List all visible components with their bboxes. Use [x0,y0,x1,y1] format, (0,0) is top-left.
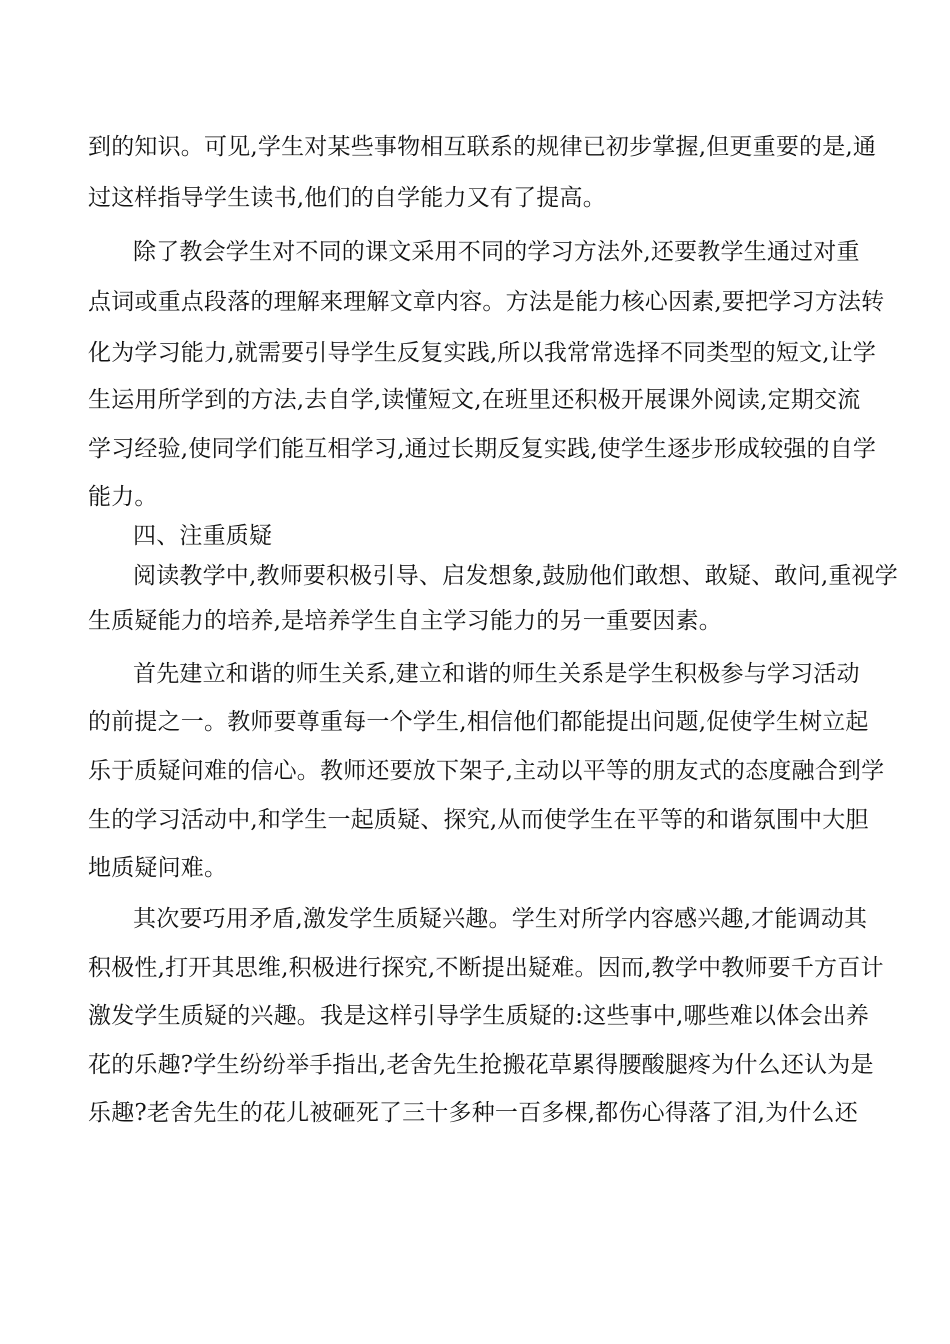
paragraph-start-line: 阅读教学中,教师要积极引导、启发想象,鼓励他们敢想、敢疑、敢问,重视学 [133,563,898,589]
text-line: 能力。 [88,484,158,510]
text-line: 点词或重点段落的理解来理解文章内容。方法是能力核心因素,要把学习方法转 [88,289,885,315]
text-line: 生的学习活动中,和学生一起质疑、探究,从而使学生在平等的和谐氛围中大胆 [88,807,869,833]
text-line: 学习经验,使同学们能互相学习,通过长期反复实践,使学生逐步形成较强的自学 [88,436,877,462]
text-line: 到的知识。可见,学生对某些事物相互联系的规律已初步掌握,但更重要的是,通 [88,134,877,160]
text-line: 化为学习能力,就需要引导学生反复实践,所以我常常选择不同类型的短文,让学 [88,340,877,366]
text-line: 过这样指导学生读书,他们的自学能力又有了提高。 [88,185,606,211]
text-line: 花的乐趣?学生纷纷举手指出,老舍先生抢搬花草累得腰酸腿疼为什么还认为是 [88,1052,874,1078]
text-line: 乐趣?老舍先生的花儿被砸死了三十多种一百多棵,都伤心得落了泪,为什么还 [88,1100,858,1126]
text-line: 生质疑能力的培养,是培养学生自主学习能力的另一重要因素。 [88,608,722,634]
text-line: 地质疑问难。 [88,855,228,881]
paragraph-start-line: 除了教会学生对不同的课文采用不同的学习方法外,还要教学生通过对重 [133,239,860,265]
text-line: 乐于质疑问难的信心。教师还要放下架子,主动以平等的朋友式的态度融合到学 [88,758,885,784]
paragraph-start-line: 首先建立和谐的师生关系,建立和谐的师生关系是学生积极参与学习活动 [133,661,860,687]
paragraph-start-line: 其次要巧用矛盾,激发学生质疑兴趣。学生对所学内容感兴趣,才能调动其 [133,906,868,932]
text-line: 生运用所学到的方法,去自学,读懂短文,在班里还积极开展课外阅读,定期交流 [88,387,861,413]
text-line: 激发学生质疑的兴趣。我是这样引导学生质疑的:这些事中,哪些难以体会出养 [88,1003,870,1029]
text-line: 的前提之一。教师要尊重每一个学生,相信他们都能提出问题,促使学生树立起 [88,709,869,735]
section-heading: 四、注重质疑 [133,523,273,549]
text-line: 积极性,打开其思维,积极进行探究,不断提出疑难。因而,教学中教师要千方百计 [88,955,884,981]
